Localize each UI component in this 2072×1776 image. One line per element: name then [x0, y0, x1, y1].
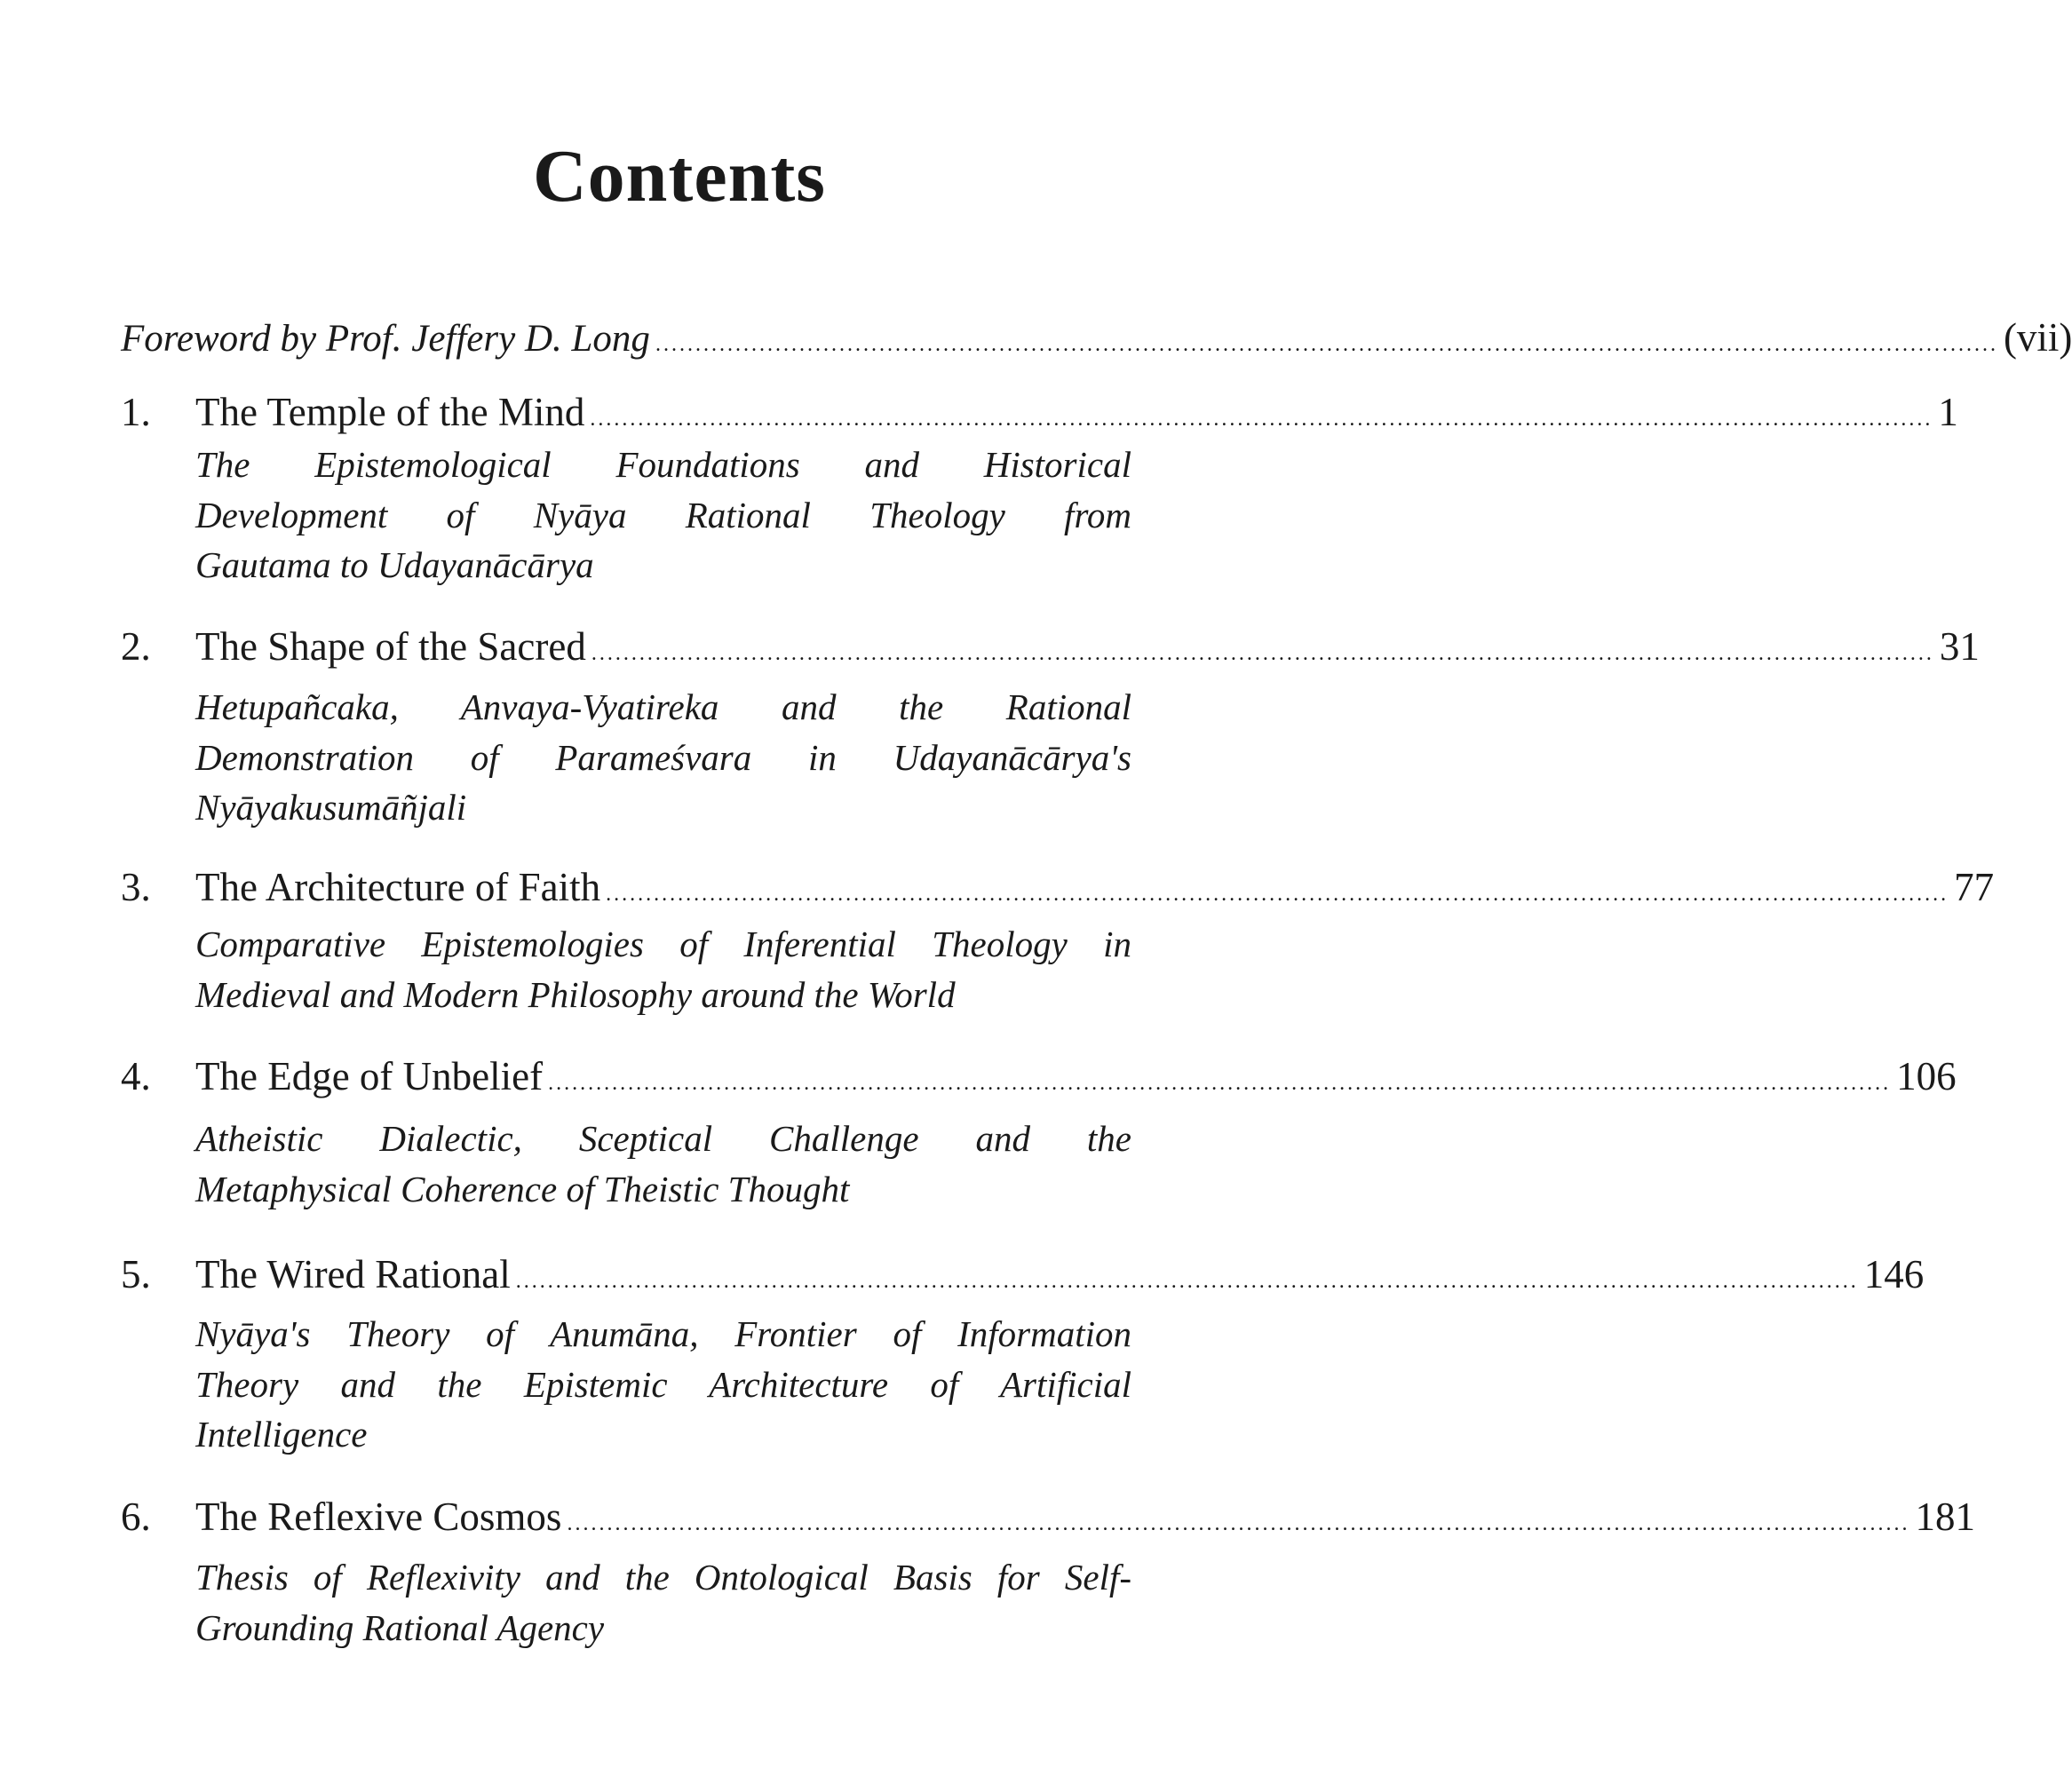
subtitle-line: Intelligence	[195, 1414, 368, 1455]
toc-entry[interactable]	[121, 1492, 1975, 1549]
subtitle-line: Medieval and Modern Philosophy around the World	[195, 973, 956, 1015]
chapter-number: 4.	[121, 1054, 151, 1098]
subtitle-line: The Epistemological Foundations and Historical	[195, 444, 1131, 485]
subtitle-line: Demonstration of Parameśvara in Udayanācārya's	[195, 736, 1131, 778]
chapter-number: 1.	[121, 390, 151, 434]
dot-leader: ........................................................................................................................................................................	[591, 642, 1934, 665]
dot-leader: ........................................................................................................................................................................	[606, 883, 1949, 906]
subtitle-line: Hetupañcaka, Anvaya-Vyatireka and the Rational	[195, 686, 1131, 727]
subtitle-line: Grounding Rational Agency	[195, 1606, 605, 1648]
chapter-title: The Architecture of Faith	[195, 865, 601, 909]
page-number: 146	[1863, 1252, 1925, 1296]
subtitle-line: Metaphysical Coherence of Theistic Thought	[195, 1168, 850, 1209]
page-number: 31	[1939, 624, 1980, 669]
subtitle-line: Comparative Epistemologies of Inferential Theology in	[195, 924, 1131, 964]
chapter-title: The Shape of the Sacred	[195, 624, 586, 669]
chapter-title: The Edge of Unbelief	[195, 1054, 544, 1098]
chapter-subtitle	[195, 1114, 1131, 1214]
dot-leader: ........................................................................................................................................................................	[548, 1072, 1892, 1095]
chapter-title: The Wired Rational	[195, 1252, 511, 1296]
chapter-number: 5.	[121, 1252, 151, 1296]
subtitle-line: Development of Nyāya Rational Theology from	[195, 494, 1131, 535]
dot-leader: ........................................................................................................................................................................	[567, 1512, 1910, 1535]
chapter-title: The Reflexive Cosmos	[195, 1495, 562, 1539]
page-number: 106	[1896, 1054, 1957, 1098]
chapter-subtitle	[195, 682, 1131, 833]
chapter-subtitle	[195, 919, 1131, 1019]
chapter-subtitle	[195, 1309, 1131, 1460]
toc-entry-foreword[interactable]	[121, 313, 2072, 369]
subtitle-line: Gautama to Udayanācārya	[195, 544, 594, 585]
subtitle-line: Nyāya's Theory of Anumāna, Frontier of Information	[195, 1313, 1131, 1354]
foreword-label: Foreword by Prof. Jeffery D. Long	[121, 318, 650, 360]
chapter-subtitle	[195, 1552, 1131, 1653]
toc-entry[interactable]	[121, 862, 1995, 919]
dot-leader: ........................................................................................................................................................................	[655, 333, 1998, 356]
toc-entry[interactable]	[121, 622, 1980, 678]
page-number: 1	[1938, 390, 1958, 434]
subtitle-line: Atheistic Dialectic, Sceptical Challenge and the	[195, 1118, 1131, 1159]
page-number: 181	[1915, 1495, 1975, 1539]
toc-entry[interactable]	[121, 1249, 1925, 1306]
subtitle-line: Nyāyakusumāñjali	[195, 787, 467, 828]
subtitle-line: Theory and the Epistemic Architecture of Artificial	[195, 1363, 1131, 1405]
page-title: Contents	[532, 135, 826, 218]
dot-leader: ........................................................................................................................................................................	[515, 1270, 1859, 1293]
chapter-number: 6.	[121, 1495, 151, 1539]
page-number: 77	[1954, 865, 1995, 909]
toc-entry[interactable]	[121, 387, 1958, 444]
page-number: (vii)	[2003, 315, 2072, 360]
chapter-number: 3.	[121, 865, 151, 909]
subtitle-line: Thesis of Reflexivity and the Ontological Basis for Self-	[195, 1557, 1131, 1598]
dot-leader: ........................................................................................................................................................................	[590, 408, 1933, 431]
toc-entry[interactable]	[121, 1051, 1957, 1108]
chapter-number: 2.	[121, 624, 151, 669]
chapter-subtitle	[195, 440, 1131, 591]
chapter-title: The Temple of the Mind	[195, 390, 585, 434]
